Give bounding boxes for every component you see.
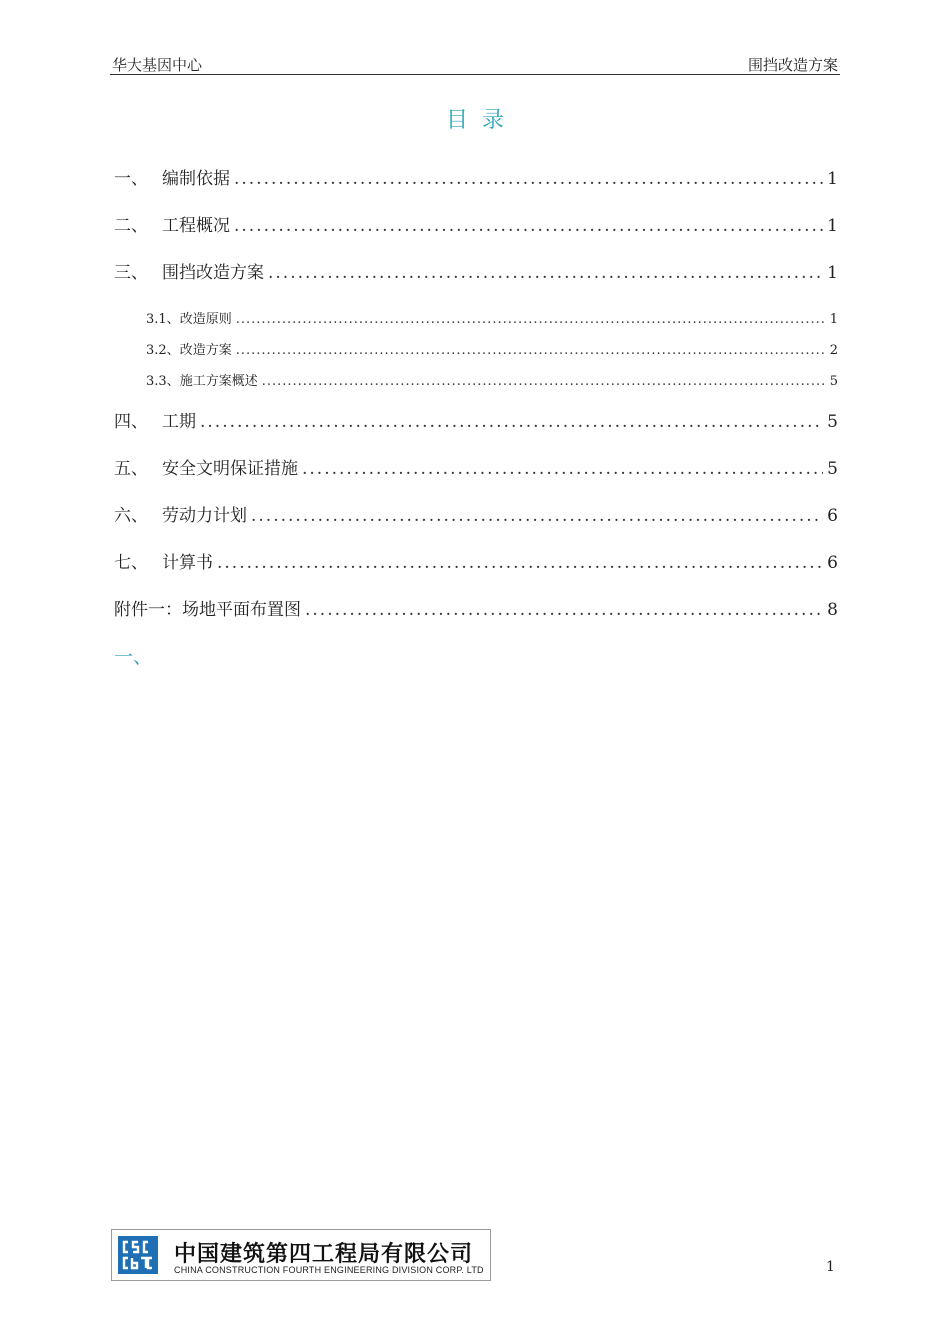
toc-leader-dots: [268, 263, 823, 283]
page-header: [110, 52, 840, 75]
toc-entry-3[interactable]: [114, 258, 838, 282]
toc-entry-label: 劳动力计划: [162, 506, 247, 526]
toc-entry-page: 5: [827, 412, 838, 432]
toc-entry-label: 计算书: [162, 553, 213, 573]
toc-entry-7[interactable]: [114, 548, 838, 572]
toc-entry-label: 编制依据: [162, 169, 230, 189]
toc-entry-page: 2: [829, 343, 838, 358]
toc-entry-number: 二、: [114, 216, 148, 236]
toc-entry-page: 6: [827, 553, 838, 573]
toc-entry-number: 四、: [114, 412, 148, 432]
toc-entry-4[interactable]: [114, 407, 838, 431]
page-number: 1: [826, 1259, 835, 1275]
toc-leader-dots: [217, 553, 823, 573]
company-name-english: CHINA CONSTRUCTION FOURTH ENGINEERING DIVISION CORP. LTD: [174, 1265, 484, 1275]
toc-leader-dots: [236, 312, 826, 327]
toc-entry-label: 工程概况: [162, 216, 230, 236]
toc-entry-label: 附件一：场地平面布置图: [114, 600, 301, 620]
toc-entry-page: 1: [827, 169, 838, 189]
header-document-title: 围挡改造方案: [747, 56, 838, 74]
toc-entry-label: 改造方案: [179, 343, 232, 358]
toc-leader-dots: [251, 506, 823, 526]
cscec-logo-icon: [118, 1236, 158, 1274]
toc-entry-label: 围挡改造方案: [162, 263, 264, 283]
toc-entry-number: 五、: [114, 459, 148, 479]
toc-entry-page: 5: [829, 374, 838, 389]
toc-entry-5[interactable]: [114, 454, 838, 478]
toc-entry-label: 安全文明保证措施: [162, 459, 298, 479]
toc-entry-page: 5: [827, 459, 838, 479]
toc-entry-page: 6: [827, 506, 838, 526]
toc-leader-dots: [236, 343, 826, 358]
toc-entry-number: 三、: [114, 263, 148, 283]
section-heading-start: 一、: [114, 646, 153, 668]
toc-leader-dots: [305, 600, 823, 620]
toc-entry-6[interactable]: [114, 501, 838, 525]
toc-leader-dots: [262, 374, 826, 389]
toc-title: 目录: [445, 108, 518, 133]
toc-entry-3-2[interactable]: [114, 339, 838, 357]
toc-leader-dots: [200, 412, 823, 432]
toc-entry-3-3[interactable]: [114, 370, 838, 388]
toc-entry-appendix-1[interactable]: [114, 595, 838, 619]
toc-entry-page: 1: [827, 263, 838, 283]
toc-entry-page: 1: [829, 312, 838, 327]
toc-entry-2[interactable]: [114, 211, 838, 235]
company-logo-banner: [111, 1229, 491, 1281]
company-name-chinese: 中国建筑第四工程局有限公司: [174, 1242, 474, 1267]
toc-entry-number: 3.1、: [146, 312, 180, 327]
toc-leader-dots: [302, 459, 823, 479]
toc-entry-label: 改造原则: [179, 312, 232, 327]
toc-entry-label: 施工方案概述: [179, 374, 258, 389]
toc-entry-number: 六、: [114, 506, 148, 526]
toc-entry-1[interactable]: [114, 164, 838, 188]
toc-leader-dots: [234, 216, 823, 236]
toc-entry-number: 3.3、: [146, 374, 180, 389]
toc-entry-page: 1: [827, 216, 838, 236]
toc-leader-dots: [234, 169, 823, 189]
header-project-name: 华大基因中心: [112, 56, 203, 74]
toc-entry-number: 七、: [114, 553, 148, 573]
toc-entry-page: 8: [827, 600, 838, 620]
toc-entry-number: 一、: [114, 169, 148, 189]
toc-entry-3-1[interactable]: [114, 308, 838, 326]
toc-entry-number: 3.2、: [146, 343, 180, 358]
toc-entry-label: 工期: [162, 412, 196, 432]
